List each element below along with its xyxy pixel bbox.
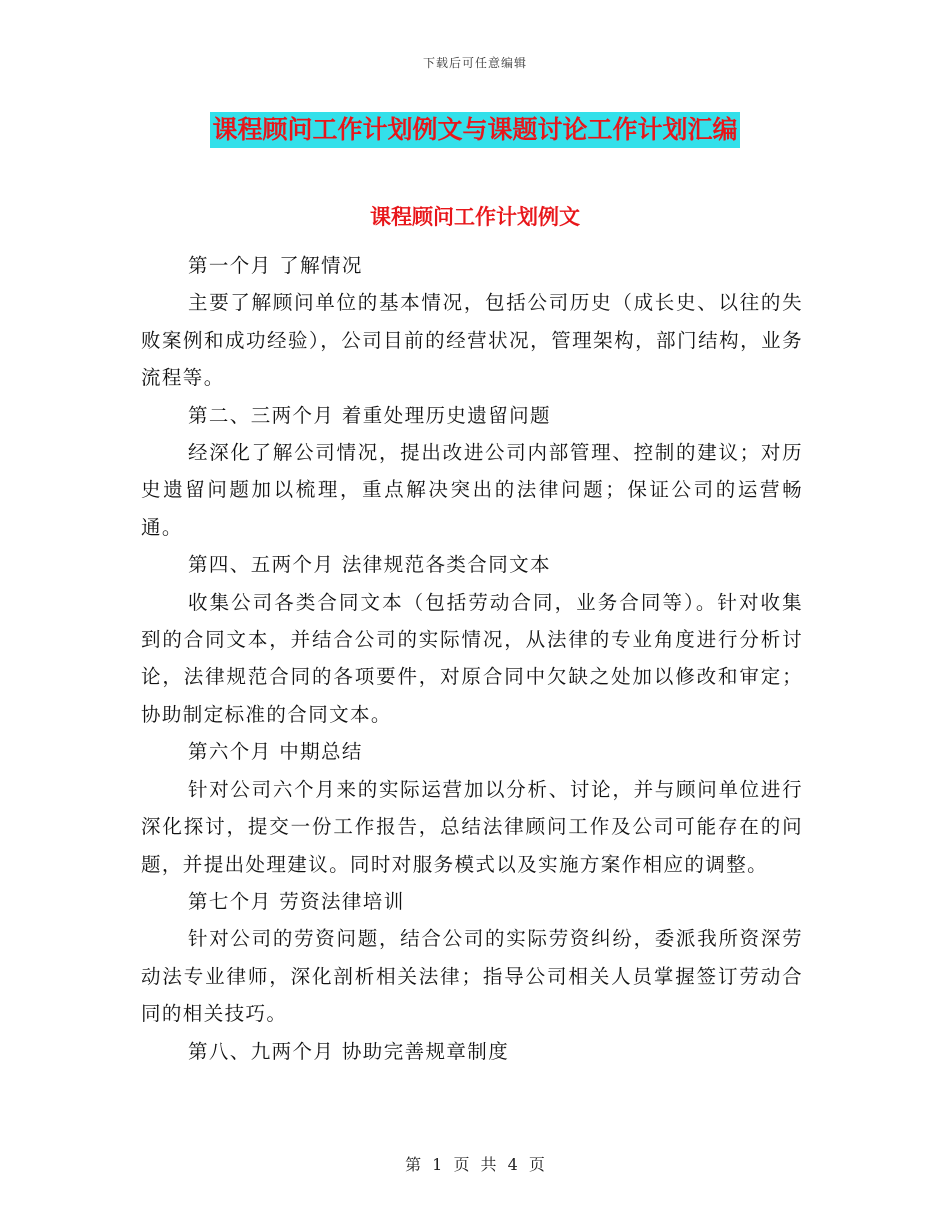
paragraph-month-8-9-heading: 第八、九两个月 协助完善规章制度 <box>188 1039 510 1063</box>
paragraph-month-1-body: 主要了解顾问单位的基本情况，包括公司历史（成长史、以往的失败案例和成功经验），公司目前的经营状况，管理架构，部门结构，业务流程等。 <box>141 291 803 390</box>
paragraph-month-2-3-heading: 第二、三两个月 着重处理历史遗留问题 <box>188 403 551 427</box>
document-body <box>141 247 803 1070</box>
paragraph-month-1-heading: 第一个月 了解情况 <box>188 254 363 277</box>
main-title: 课程顾问工作计划例文与课题讨论工作计划汇编 <box>210 112 739 148</box>
paragraph-month-2-3-body: 经深化了解公司情况，提出改进公司内部管理、控制的建议；对历史遗留问题加以梳理，重点解决突出的法律问题；保证公司的运营畅通。 <box>141 441 803 539</box>
section-title: 课程顾问工作计划例文 <box>370 204 580 229</box>
header-note: 下载后可任意编辑 <box>422 56 527 70</box>
page-number-footer: 第 1 页 共 4 页 <box>405 1155 545 1174</box>
paragraph-month-4-5-body: 收集公司各类合同文本（包括劳动合同，业务合同等）。针对收集到的合同文本，并结合公司的实际情况，从法律的专业角度进行分析讨论，法律规范合同的各项要件，对原合同中欠缺之处加以修改和审定；协助制定标准的合同文本。 <box>141 590 803 726</box>
main-title-container <box>0 112 950 148</box>
paragraph-month-6-body: 针对公司六个月来的实际运营加以分析、讨论，并与顾问单位进行深化探讨，提交一份工作报告，总结法律顾问工作及公司可能存在的问题，并提出处理建议。同时对服务模式以及实施方案作相应的调整。 <box>141 777 803 876</box>
paragraph-month-7-body: 针对公司的劳资问题，结合公司的实际劳资纠纷，委派我所资深劳动法专业律师，深化剖析相关法律；指导公司相关人员掌握签订劳动合同的相关技巧。 <box>141 927 803 1026</box>
paragraph-month-6-heading: 第六个月 中期总结 <box>188 740 363 764</box>
paragraph-month-4-5-heading: 第四、五两个月 法律规范各类合同文本 <box>188 553 551 577</box>
paragraph-month-7-heading: 第七个月 劳资法律培训 <box>188 889 405 913</box>
